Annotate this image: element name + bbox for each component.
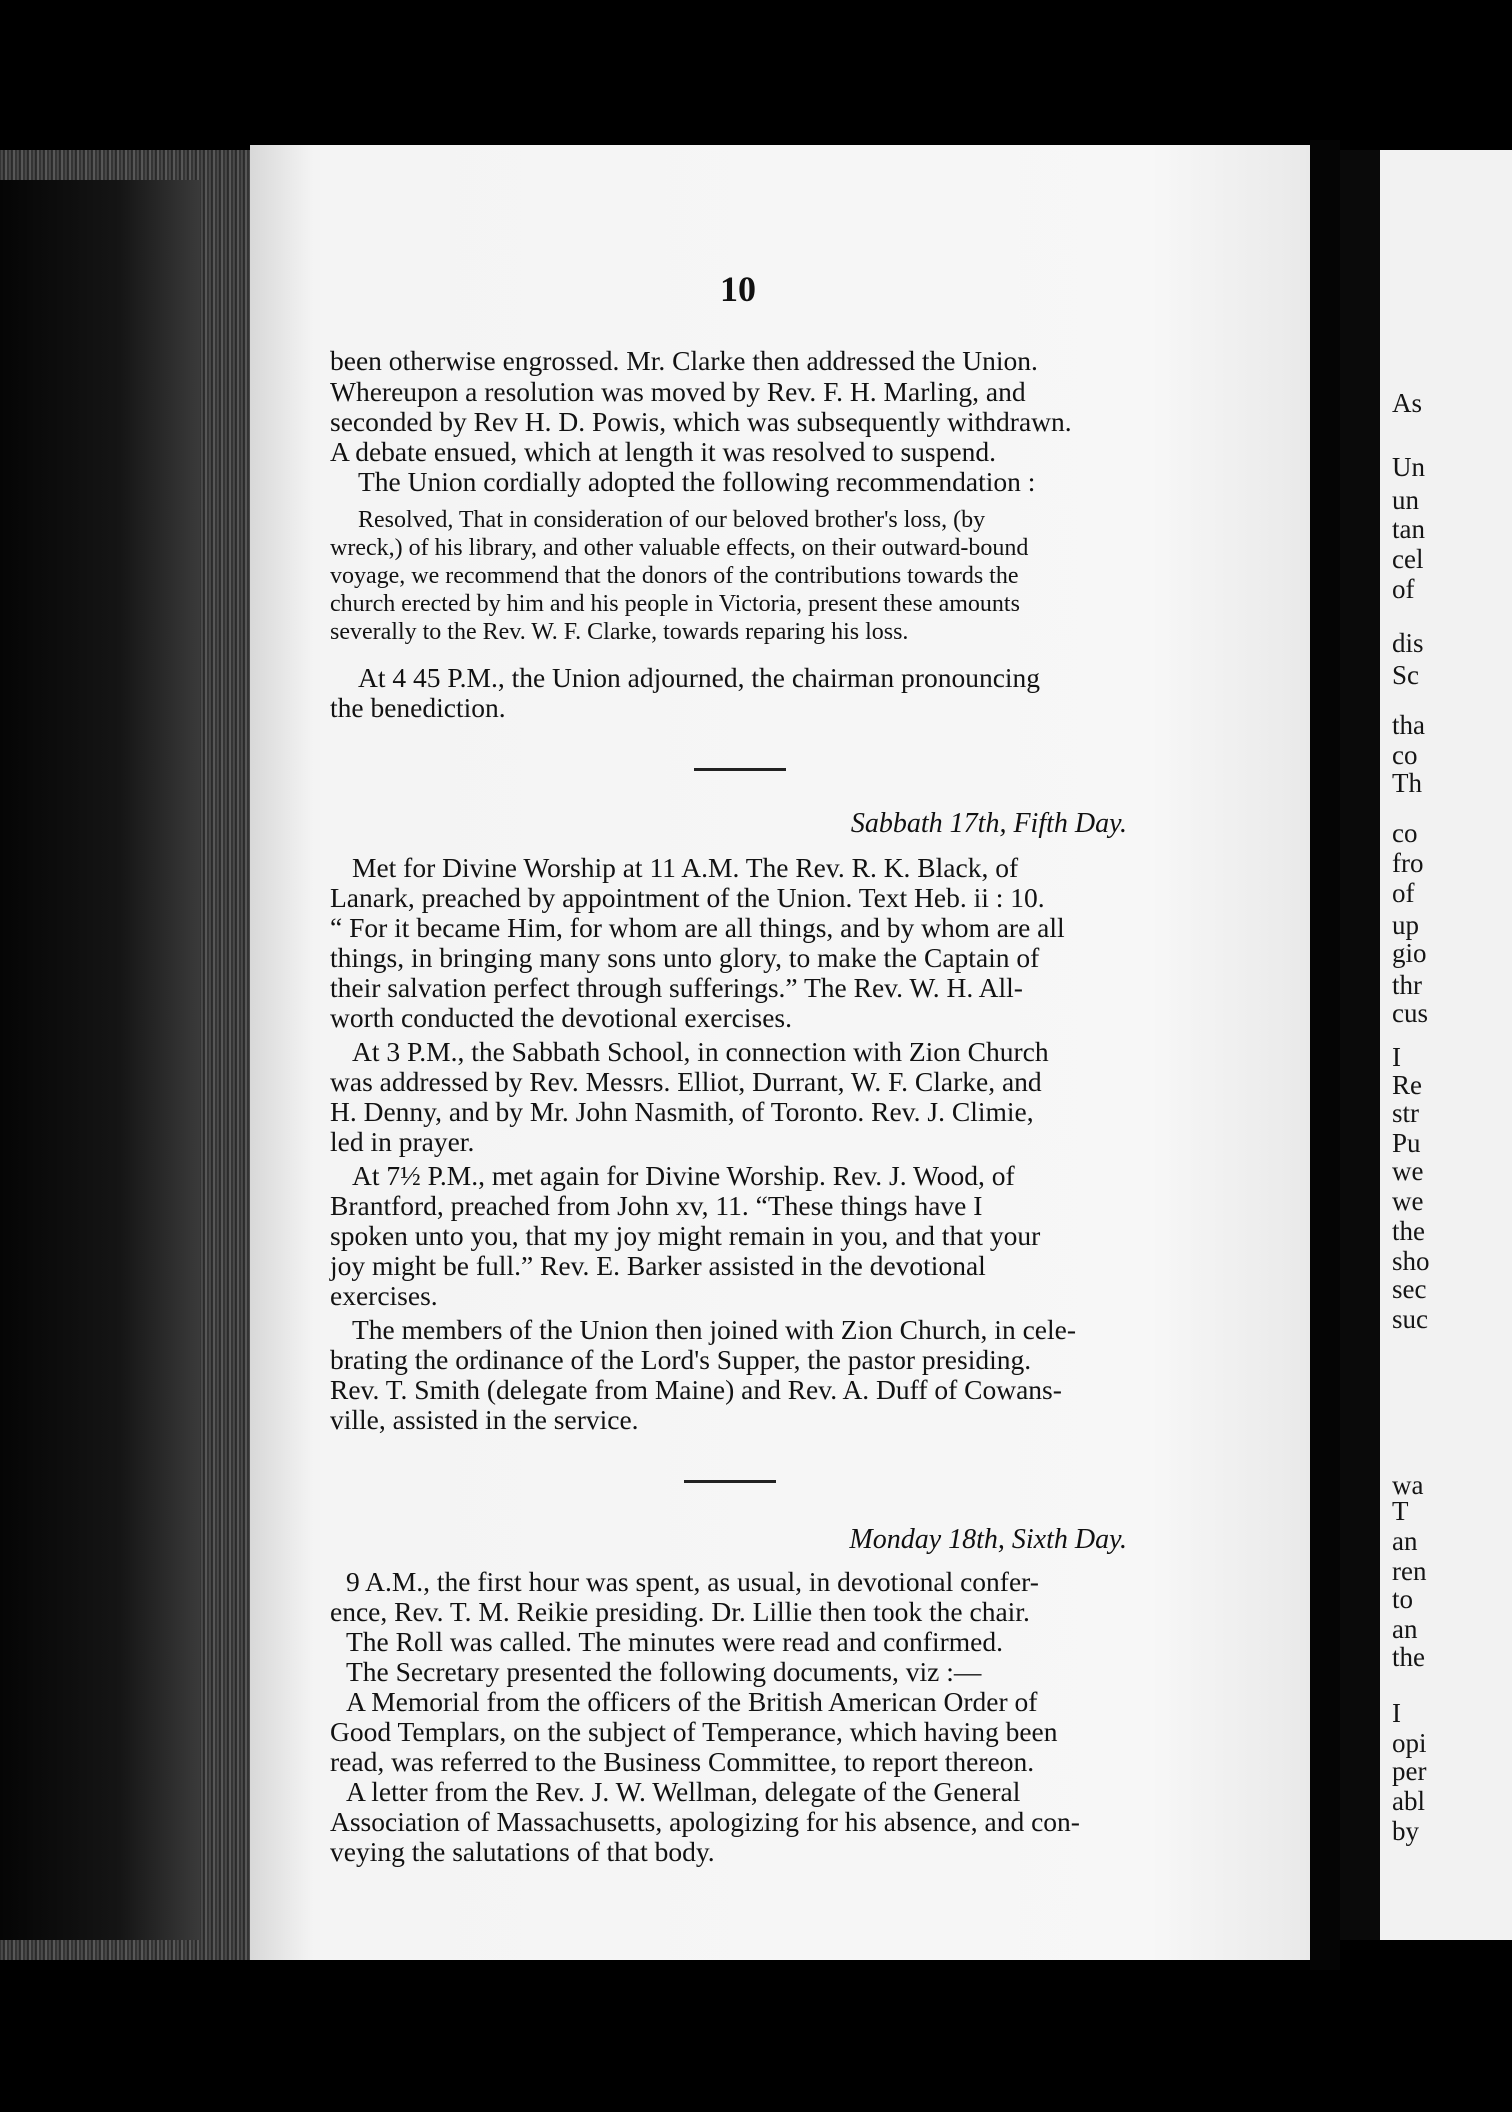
text-line: At 4 45 P.M., the Union adjourned, the chairman pronouncing <box>358 662 1041 693</box>
facing-page-fragment: by <box>1392 1816 1419 1846</box>
facing-page-fragment: sho <box>1392 1246 1430 1276</box>
text-line: A letter from the Rev. J. W. Wellman, delegate of the General <box>346 1776 1021 1807</box>
text-line: Association of Massachusetts, apologizing for his absence, and con- <box>330 1806 1080 1837</box>
facing-page-fragment: str <box>1392 1098 1419 1128</box>
text-line: the benediction. <box>330 692 506 723</box>
text-line: The Union cordially adopted the following recommendation : <box>358 466 1036 497</box>
text-line: Lanark, preached by appointment of the Union. Text Heb. ii : 10. <box>330 882 1045 913</box>
text-line: The members of the Union then joined with Zion Church, in cele- <box>352 1314 1076 1345</box>
facing-page-fragment: I <box>1392 1698 1401 1728</box>
text-line: spoken unto you, that my joy might remain in you, and that your <box>330 1220 1041 1251</box>
resolution-line: church erected by him and his people in Victoria, present these amounts <box>330 591 1020 617</box>
facing-page-fragment: suc <box>1392 1304 1428 1334</box>
text-line: At 7½ P.M., met again for Divine Worship. Rev. J. Wood, of <box>352 1160 1015 1191</box>
facing-page-fragment: T <box>1392 1496 1409 1526</box>
text-line: led in prayer. <box>330 1126 475 1157</box>
facing-page-shadow <box>1340 150 1380 1940</box>
facing-page-fragment: un <box>1392 485 1419 515</box>
facing-page-fragment: an <box>1392 1614 1418 1644</box>
text-line: Good Templars, on the subject of Temperance, which having been <box>330 1716 1058 1747</box>
facing-page-fragment: up <box>1392 910 1419 940</box>
facing-page-fragment: Un <box>1392 452 1425 482</box>
text-line: A debate ensued, which at length it was resolved to suspend. <box>330 436 996 467</box>
facing-page-fragment: ren <box>1392 1556 1427 1586</box>
facing-page-fragment: per <box>1392 1756 1427 1786</box>
facing-page-fragment: we <box>1392 1186 1424 1216</box>
text-line: ence, Rev. T. M. Reikie presiding. Dr. Lillie then took the chair. <box>330 1596 1030 1627</box>
text-line: At 3 P.M., the Sabbath School, in connection with Zion Church <box>352 1036 1049 1067</box>
facing-page-fragment: gio <box>1392 938 1427 968</box>
book-spine-shadow <box>0 180 200 1940</box>
facing-page-fragment: dis <box>1392 628 1424 658</box>
monday-day-heading: Monday 18th, Sixth Day. <box>849 1524 1127 1555</box>
facing-page-fragment: the <box>1392 1216 1425 1246</box>
text-line: read, was referred to the Business Committee, to report thereon. <box>330 1746 1035 1777</box>
text-line: Whereupon a resolution was moved by Rev. F. H. Marling, and <box>330 376 1026 407</box>
section-divider <box>694 768 786 771</box>
facing-page-fragment: opi <box>1392 1728 1427 1758</box>
facing-page-fragment: As <box>1392 388 1423 418</box>
sabbath-day-heading: Sabbath 17th, Fifth Day. <box>850 808 1127 839</box>
text-line: Brantford, preached from John xv, 11. “These things have I <box>330 1190 983 1221</box>
text-line: Rev. T. Smith (delegate from Maine) and Rev. A. Duff of Cowans- <box>330 1374 1062 1405</box>
page-number: 10 <box>720 269 756 309</box>
facing-page-fragment: Re <box>1392 1070 1422 1100</box>
text-line: their salvation perfect through sufferings.” The Rev. W. H. All- <box>330 972 1023 1003</box>
text-line: was addressed by Rev. Messrs. Elliot, Durrant, W. F. Clarke, and <box>330 1066 1042 1097</box>
facing-page-fragment: an <box>1392 1526 1418 1556</box>
facing-page-fragment: co <box>1392 740 1418 770</box>
text-line: things, in bringing many sons unto glory, to make the Captain of <box>330 942 1040 973</box>
text-line: ville, assisted in the service. <box>330 1404 639 1435</box>
resolution-line: voyage, we recommend that the donors of the contributions towards the <box>330 563 1019 589</box>
facing-page-fragment: fro <box>1392 848 1424 878</box>
facing-page-fragment: tha <box>1392 710 1425 740</box>
text-line: seconded by Rev H. D. Powis, which was subsequently withdrawn. <box>330 406 1072 437</box>
resolution-line: severally to the Rev. W. F. Clarke, towards reparing his loss. <box>330 619 909 645</box>
text-line: The Secretary presented the following documents, viz :— <box>346 1656 982 1687</box>
facing-page-fragment: the <box>1392 1642 1425 1672</box>
facing-page-fragment: co <box>1392 818 1418 848</box>
facing-page-fragment: Th <box>1392 768 1422 798</box>
facing-page-fragment: we <box>1392 1156 1424 1186</box>
resolution-line: wreck,) of his library, and other valuable effects, on their outward-bound <box>330 535 1029 561</box>
text-line: veying the salutations of that body. <box>330 1836 715 1867</box>
facing-page-fragment: of <box>1392 878 1415 908</box>
text-line: exercises. <box>330 1280 438 1311</box>
facing-page-fragment: tan <box>1392 514 1425 544</box>
text-line: The Roll was called. The minutes were read and confirmed. <box>346 1626 1003 1657</box>
text-line: Met for Divine Worship at 11 A.M. The Rev. R. K. Black, of <box>352 852 1019 883</box>
facing-page-fragment: to <box>1392 1584 1414 1614</box>
facing-page-fragment: cus <box>1392 998 1428 1028</box>
facing-page-fragment: cel <box>1392 544 1424 574</box>
facing-page-fragment: wa <box>1392 1470 1424 1500</box>
resolution-line: Resolved, That in consideration of our beloved brother's loss, (by <box>358 507 986 533</box>
facing-page-fragment: I <box>1392 1042 1401 1072</box>
text-line: A Memorial from the officers of the British American Order of <box>346 1686 1038 1717</box>
facing-page-fragment: Pu <box>1392 1128 1421 1158</box>
text-line: worth conducted the devotional exercises. <box>330 1002 792 1033</box>
text-line: joy might be full.” Rev. E. Barker assisted in the devotional <box>330 1250 986 1281</box>
text-line: 9 A.M., the first hour was spent, as usual, in devotional confer- <box>346 1566 1039 1597</box>
facing-page-fragment: thr <box>1392 970 1422 1000</box>
facing-page-fragment: of <box>1392 574 1415 604</box>
facing-page-fragment: sec <box>1392 1274 1427 1304</box>
facing-page-fragment: abl <box>1392 1786 1425 1816</box>
text-line: H. Denny, and by Mr. John Nasmith, of Toronto. Rev. J. Climie, <box>330 1096 1034 1127</box>
section-divider <box>684 1480 776 1483</box>
text-line: “ For it became Him, for whom are all things, and by whom are all <box>330 912 1065 943</box>
page-gutter <box>1310 140 1340 1970</box>
facing-page-fragment: Sc <box>1392 660 1419 690</box>
text-line: been otherwise engrossed. Mr. Clarke then addressed the Union. <box>330 345 1038 376</box>
text-line: brating the ordinance of the Lord's Supper, the pastor presiding. <box>330 1344 1032 1375</box>
facing-page <box>1340 150 1512 1940</box>
